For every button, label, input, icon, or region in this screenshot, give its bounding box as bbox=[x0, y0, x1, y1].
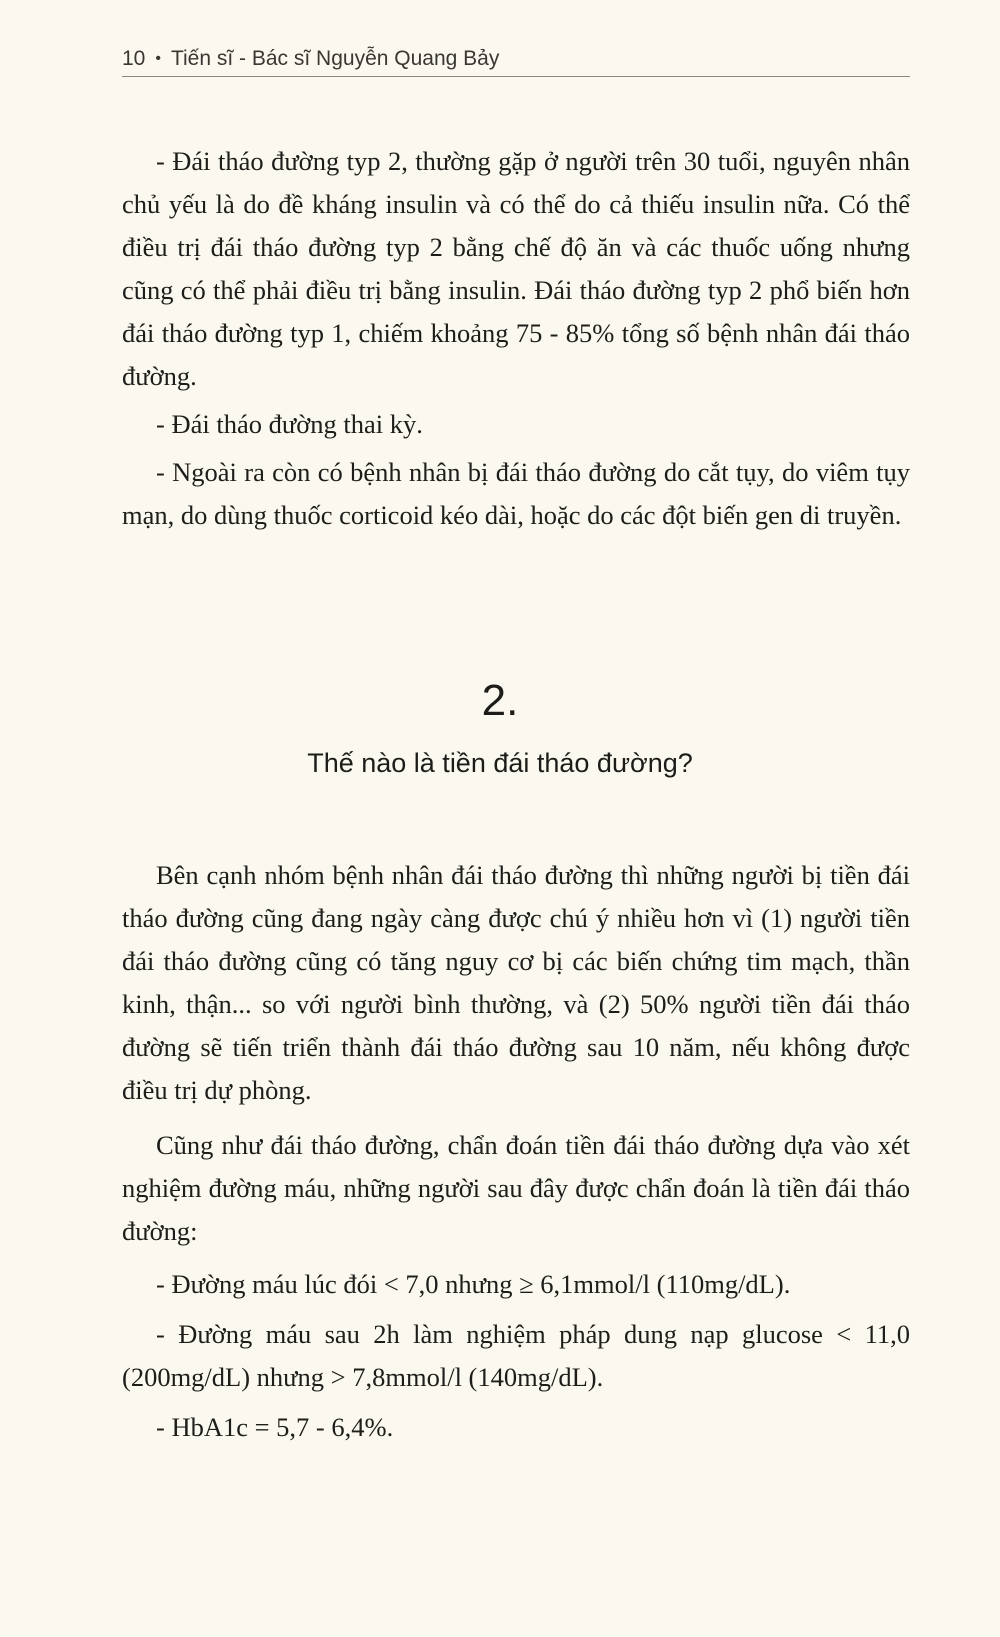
paragraph-gestational: - Đái tháo đường thai kỳ. bbox=[156, 409, 423, 439]
criterion-fasting: - Đường máu lúc đói < 7,0 nhưng ≥ 6,1mmol/l (110mg/dL). bbox=[156, 1269, 791, 1299]
header-author: Tiến sĩ - Bác sĩ Nguyễn Quang Bảy bbox=[170, 47, 500, 70]
header-separator: • bbox=[155, 50, 161, 67]
header-rule bbox=[122, 76, 910, 77]
running-header bbox=[122, 41, 910, 77]
criterion-ogtt: - Đường máu sau 2h làm nghiệm pháp dung nạp glucose < 11,0 (200mg/dL) nhưng > 7,8mmol/l (140mg/dL). bbox=[122, 1319, 910, 1392]
section-title: Thế nào là tiền đái tháo đường? bbox=[307, 748, 693, 778]
paragraph-prediabetes-intro: Bên cạnh nhóm bệnh nhân đái tháo đường thì những người bị tiền đái tháo đường cũng đang ngày càng được chú ý nhiều hơn vì (1) người tiền đái tháo đường cũng có tăng nguy cơ bị các biến chứng tim mạch, thần kinh, thận... so với người bình thường, và (2) 50% người tiền đái tháo đường sẽ tiến triển thành đái tháo đường sau 10 năm, nếu không được điều trị dự phòng. bbox=[122, 860, 910, 1105]
paragraph-typ2: - Đái tháo đường typ 2, thường gặp ở người trên 30 tuổi, nguyên nhân chủ yếu là do đề kháng insulin và có thể do cả thiếu insulin nữa. Có thể điều trị đái tháo đường typ 2 bằng chế độ ăn và các thuốc uống nhưng cũng có thể phải điều trị bằng insulin. Đái tháo đường typ 2 phổ biến hơn đái tháo đường typ 1, chiếm khoảng 75 - 85% tổng số bệnh nhân đái tháo đường. bbox=[122, 146, 910, 391]
criterion-hba1c: - HbA1c = 5,7 - 6,4%. bbox=[156, 1412, 394, 1442]
section-number: 2. bbox=[481, 676, 519, 725]
page-number: 10 bbox=[122, 47, 146, 70]
paragraph-other-causes: - Ngoài ra còn có bệnh nhân bị đái tháo đường do cắt tụy, do viêm tụy mạn, do dùng thuốc corticoid kéo dài, hoặc do các đột biến gen di truyền. bbox=[122, 457, 910, 530]
paragraph-diagnosis: Cũng như đái tháo đường, chẩn đoán tiền đái tháo đường dựa vào xét nghiệm đường máu, những người sau đây được chẩn đoán là tiền đái tháo đường: bbox=[122, 1130, 910, 1246]
